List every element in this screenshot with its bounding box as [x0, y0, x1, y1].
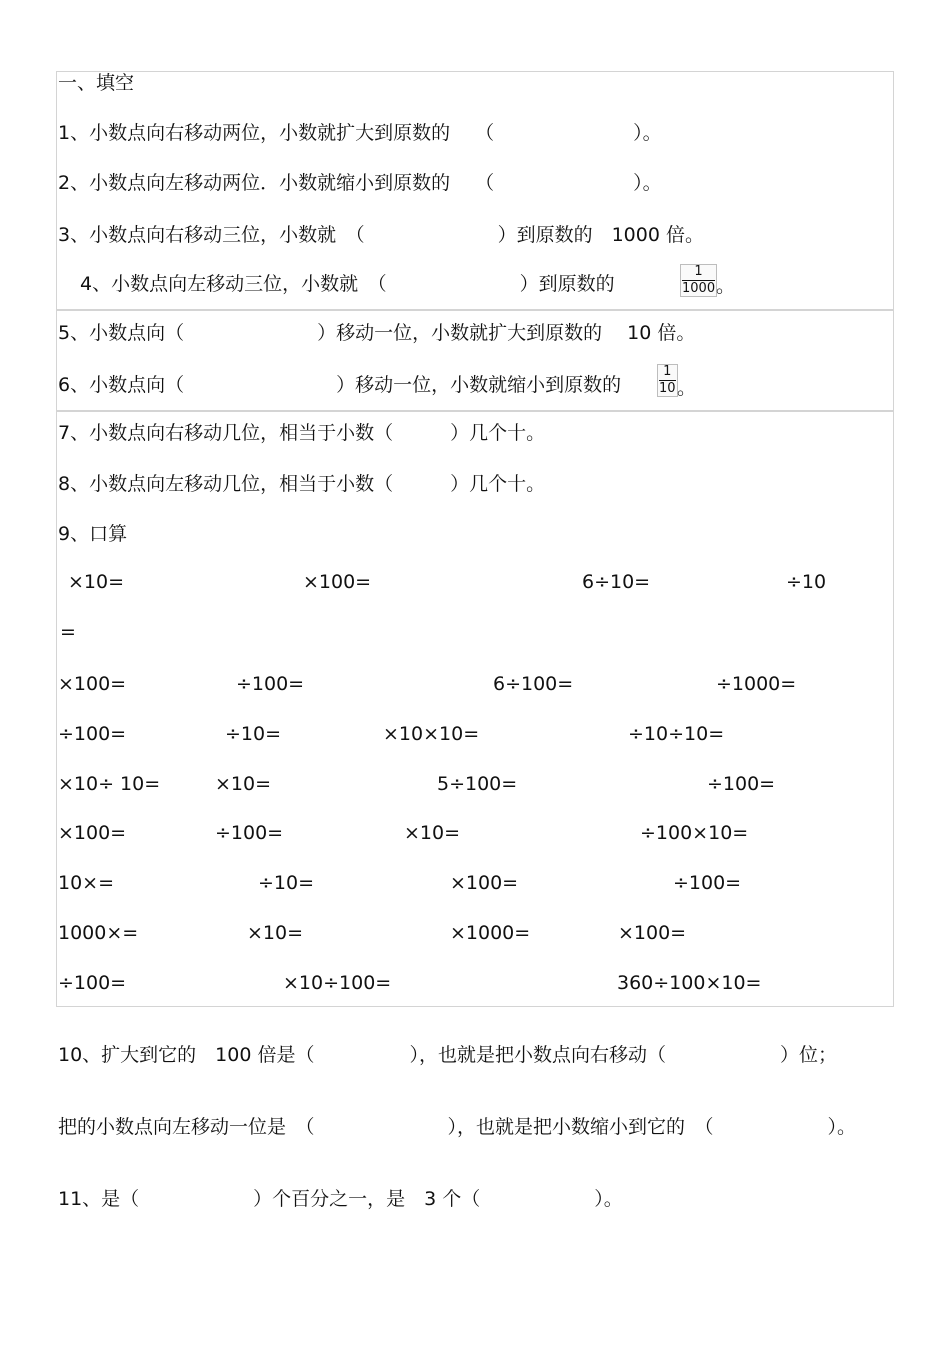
oral-item: =	[60, 621, 76, 643]
question-8: 8、小数点向左移动几位，相当于小数（ ）几个十。	[58, 473, 546, 495]
oral-item: ×10=	[215, 773, 272, 795]
oral-item: 6÷10=	[582, 571, 651, 593]
oral-item: 5÷100=	[437, 773, 518, 795]
oral-item: ÷10÷10=	[628, 723, 725, 745]
question-10-line-2: 把的小数点向左移动一位是 （ ），也就是把小数缩小到它的 （ ）。	[58, 1116, 857, 1138]
oral-item: ×100=	[618, 922, 687, 944]
question-4: 4、小数点向左移动三位，小数就 （ ）到原数的	[80, 273, 615, 295]
fraction-denominator: 1000	[682, 281, 716, 296]
oral-item: ×100=	[450, 872, 519, 894]
fraction-denominator: 10	[659, 381, 676, 396]
oral-item: ×100=	[58, 673, 127, 695]
oral-item: ÷1000=	[716, 673, 797, 695]
question-1: 1、小数点向右移动两位，小数就扩大到原数的 （ ）。	[58, 122, 662, 144]
fraction-1-10	[657, 364, 678, 397]
question-10-line-1: 10、扩大到它的 100 倍是（ ），也就是把小数点向右移动（ ）位；	[58, 1044, 837, 1066]
oral-item: ÷100=	[58, 723, 127, 745]
oral-item: ×100=	[303, 571, 372, 593]
oral-item: 10×=	[58, 872, 115, 894]
oral-item: ×10=	[247, 922, 304, 944]
oral-item: ÷100=	[58, 972, 127, 994]
oral-item: ×1000=	[450, 922, 531, 944]
oral-item: ÷10	[786, 571, 827, 593]
oral-item: ÷100×10=	[640, 822, 749, 844]
fraction-numerator: 1	[694, 264, 703, 279]
oral-item: ÷100=	[215, 822, 284, 844]
question-3: 3、小数点向右移动三位，小数就 （ ）到原数的 1000 倍。	[58, 224, 704, 246]
oral-item: ÷10=	[225, 723, 282, 745]
oral-item: ×10÷100=	[283, 972, 392, 994]
question-7: 7、小数点向右移动几位，相当于小数（ ）几个十。	[58, 422, 546, 444]
oral-item: 1000×=	[58, 922, 139, 944]
oral-item: ×100=	[58, 822, 127, 844]
oral-item: ÷100=	[707, 773, 776, 795]
oral-item: 6÷100=	[493, 673, 574, 695]
question-6: 6、小数点向（ ）移动一位，小数就缩小到原数的	[58, 374, 622, 396]
oral-item: ÷10=	[258, 872, 315, 894]
question-2: 2、小数点向左移动两位．小数就缩小到原数的 （ ）。	[58, 172, 662, 194]
frame-bottom	[56, 410, 894, 1007]
oral-item: ÷100=	[673, 872, 742, 894]
oral-item: ×10×10=	[383, 723, 480, 745]
oral-item: ×10=	[68, 571, 125, 593]
oral-item: ×10÷ 10=	[58, 773, 161, 795]
question-11: 11、是（ ）个百分之一，是 3 个（ ）。	[58, 1188, 623, 1210]
oral-item: ×10=	[404, 822, 461, 844]
question-4-end: 。	[716, 275, 736, 297]
oral-item: 360÷100×10=	[617, 972, 762, 994]
fraction-1-1000	[680, 264, 717, 297]
section-heading: 一、填空	[58, 72, 135, 94]
question-6-end: 。	[677, 377, 697, 399]
oral-item: ÷100=	[236, 673, 305, 695]
question-9: 9、口算	[58, 523, 128, 545]
fraction-numerator: 1	[663, 364, 672, 379]
question-5: 5、小数点向（ ）移动一位，小数就扩大到原数的 10 倍。	[58, 322, 696, 344]
